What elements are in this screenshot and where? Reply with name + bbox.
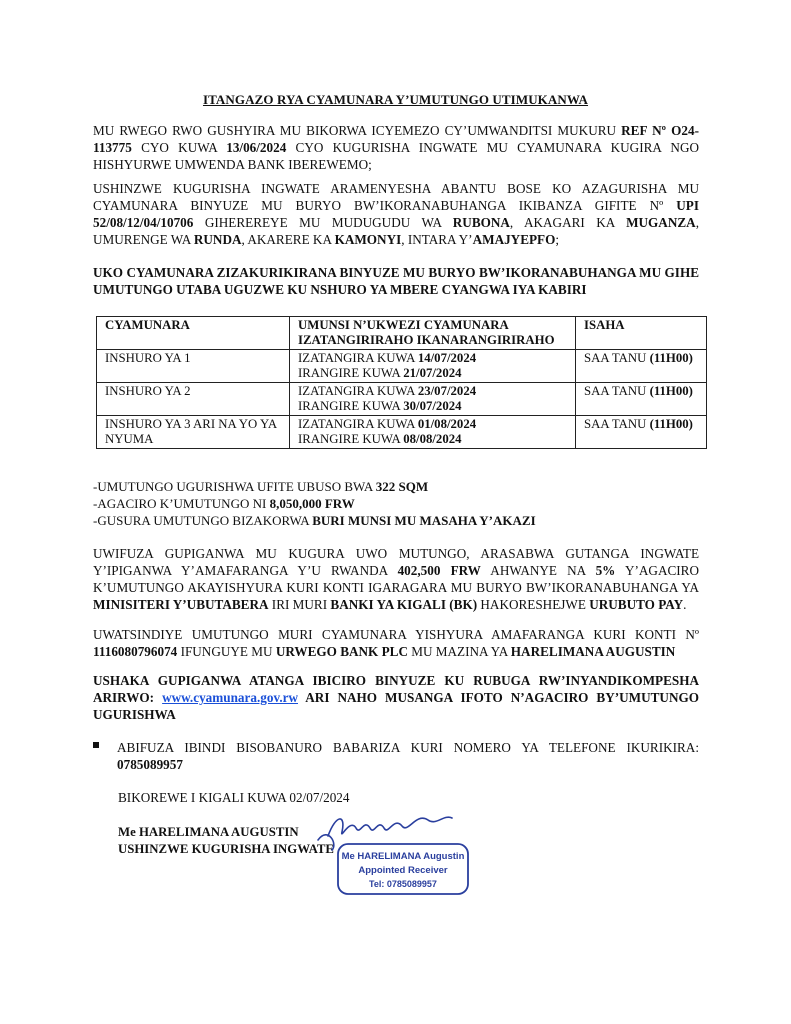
deposit-percent: 5% [595, 563, 616, 578]
p4-text-4: IRI MURI [268, 597, 331, 612]
contact-label: ABIFUZA IBINDI BISOBANURO BABARIZA KURI NOMERO YA TELEFONE IKURIKIRA: [117, 740, 699, 755]
p2-text-6: , INTARA Y’ [401, 232, 473, 247]
start-date: 23/07/2024 [417, 384, 477, 398]
p5-text-3: MU MAZINA YA [407, 644, 511, 659]
table-cell-round: INSHURO YA 1 [97, 350, 290, 383]
payment-platform: URUBUTO PAY [589, 597, 684, 612]
table-row [97, 350, 707, 383]
table-cell-dates [290, 383, 576, 416]
fact-size [93, 478, 699, 495]
table-cell-round: INSHURO YA 3 ARI NA YO YA NYUMA [97, 416, 290, 449]
p1-text-1: MU RWEGO RWO GUSHYIRA MU BIKORWA ICYEMEZO CY’UMWANDITSI MUKURU [93, 123, 622, 138]
paragraph-court-order [93, 122, 699, 173]
time-label: SAA TANU [584, 384, 650, 398]
table-header-time: ISAHA [576, 317, 707, 350]
ministry-name: MINISITERI Y’UBUTABERA [93, 597, 269, 612]
paragraph-winner-payment [93, 626, 699, 660]
account-holder: HARELIMANA AUGUSTIN [510, 644, 676, 659]
sector-name: RUNDA [193, 232, 242, 247]
p2-text-2: GIHEREREYE MU MUDUGUDU WA [193, 215, 453, 230]
paragraph-property-location [93, 180, 699, 248]
paragraph-bid-deposit [93, 545, 699, 613]
cell-name: MUGANZA [626, 215, 696, 230]
table-cell-dates [290, 350, 576, 383]
p4-text-6: . [683, 597, 687, 612]
p4-text-3: Y’AGACIRO K’UMUTUNGO AKAYISHYURA KURI KONTI IGARAGARA MU BURYO BW’IKORANABUHANGA YA [93, 563, 699, 595]
signatory-role: USHINZWE KUGURISHA INGWATE [118, 842, 334, 856]
contact-text [117, 739, 699, 773]
fact-value [93, 495, 699, 512]
table-header-auction: CYAMUNARA [97, 317, 290, 350]
fact-visit [93, 512, 699, 529]
p6-text-2: ARI NAHO MUSANGA IFOTO N’AGACIRO BY’UMUTUNGO UGURISHWA [93, 690, 699, 722]
table-cell-round: INSHURO YA 2 [97, 383, 290, 416]
time-label: SAA TANU [584, 417, 650, 431]
village-name: RUBONA [452, 215, 510, 230]
fact-size-value: 322 SQM [375, 479, 429, 494]
table-row [97, 416, 707, 449]
fact-visit-label: -GUSURA UMUTUNGO BIZAKORWA [93, 513, 313, 528]
time-label: SAA TANU [584, 351, 650, 365]
time-value: (11H00) [649, 417, 693, 431]
signature-stroke [318, 835, 334, 850]
time-value: (11H00) [649, 351, 693, 365]
reference-number: REF Nº O24-113775 [93, 123, 699, 155]
square-bullet-icon [93, 742, 99, 748]
end-date: 08/08/2024 [403, 432, 462, 446]
table-row [97, 383, 707, 416]
website-link[interactable]: www.cyamunara.gov.rw [162, 690, 298, 705]
p1-text-3: CYO KUGURISHA INGWATE MU CYAMUNARA KUGIRA NGO HISHYURWE UMWENDA BANK IBEREWEMO; [93, 140, 699, 172]
bank-name: BANKI YA KIGALI (BK) [330, 597, 478, 612]
fact-value-label: -AGACIRO K’UMUTUNGO NI [93, 496, 270, 511]
p1-text-2: CYO KUWA [131, 140, 227, 155]
end-label: IRANGIRE KUWA [298, 432, 404, 446]
receiver-stamp-icon [298, 806, 478, 906]
contact-bullet [93, 739, 699, 773]
p2-text-1: USHINZWE KUGURISHA INGWATE ARAMENYESHA ABANTU BOSE KO AZAGURISHA MU CYAMUNARA BINYUZE MU BURYO BW’IKORANABUHANGA IKIBANZA GIFITE Nº [93, 181, 699, 213]
p2-text-3: , AKAGARI KA [509, 215, 627, 230]
start-date: 01/08/2024 [417, 417, 477, 431]
table-cell-dates [290, 416, 576, 449]
fact-value-amount: 8,050,000 FRW [269, 496, 355, 511]
order-date: 13/06/2024 [226, 140, 287, 155]
p2-text-7: ; [555, 232, 560, 247]
table-header-row [97, 317, 707, 350]
p4-text-1: UWIFUZA GUPIGANWA MU KUGURA UWO MUTUNGO, ARASABWA GUTANGA INGWATE Y’IPIGANWA Y’AMAFARANGA Y’U RWANDA [93, 546, 699, 578]
stamp-line-2: Appointed Receiver [358, 865, 448, 876]
stamp-line-1: Me HARELIMANA Augustin [341, 851, 465, 862]
fact-size-label: -UMUTUNGO UGURISHWA UFITE UBUSO BWA [93, 479, 376, 494]
province-name: AMAJYEPFO [472, 232, 556, 247]
p5-text-1: UWATSINDIYE UMUTUNGO MURI CYAMUNARA YISHYURA AMAFARANGA KURI KONTI Nº [93, 627, 699, 642]
fact-visit-value: BURI MUNSI MU MASAHA Y’AKAZI [312, 513, 536, 528]
deposit-amount: 402,500 FRW [397, 563, 481, 578]
signatory-name: Me HARELIMANA AUGUSTIN [118, 825, 299, 839]
end-date: 21/07/2024 [403, 366, 462, 380]
end-label: IRANGIRE KUWA [298, 399, 404, 413]
document-title: ITANGAZO RYA CYAMUNARA Y’UMUTUNGO UTIMUKANWA [202, 92, 589, 107]
table-cell-time [576, 383, 707, 416]
place-and-date: BIKOREWE I KIGALI KUWA 02/07/2024 [118, 790, 350, 805]
p4-text-2: AHWANYE NA [480, 563, 596, 578]
receiving-bank: URWEGO BANK PLC [275, 644, 408, 659]
stamp-line-3: Tel: 0785089957 [369, 879, 437, 889]
paragraph-online-bidding [93, 672, 699, 723]
upi-number: UPI 52/08/12/04/10706 [93, 198, 699, 230]
time-value: (11H00) [649, 384, 693, 398]
p6-text-1: USHAKA GUPIGANWA ATANGA IBICIRO BINYUZE KU RUBUGA RW’INYANDIKOMPESHA ARIRWO: [93, 673, 699, 705]
p2-text-4: , UMURENGE WA [93, 215, 699, 247]
start-date: 14/07/2024 [417, 351, 477, 365]
end-date: 30/07/2024 [403, 399, 462, 413]
p5-text-2: IFUNGUYE MU [177, 644, 276, 659]
start-label: IZATANGIRA KUWA [298, 417, 418, 431]
start-label: IZATANGIRA KUWA [298, 351, 418, 365]
table-header-dates: UMUNSI N’UKWEZI CYAMUNARA IZATANGIRIRAHO IKANARANGIRIRAHO [290, 317, 576, 350]
end-label: IRANGIRE KUWA [298, 366, 404, 380]
district-name: KAMONYI [334, 232, 402, 247]
paragraph-auction-schedule-heading: UKO CYAMUNARA ZIZAKURIKIRANA BINYUZE MU BURYO BW’IKORANABUHANGA MU GIHE UMUTUNGO UTABA UGUZWE KU NSHURO YA MBERE CYANGWA IYA KABIRI [93, 265, 699, 297]
account-number: 1116080796074 [93, 644, 178, 659]
contact-phone: 0785089957 [117, 757, 183, 772]
p2-text-5: , AKARERE KA [241, 232, 335, 247]
signature-scribble [328, 817, 452, 836]
table-cell-time [576, 416, 707, 449]
auction-schedule-table [96, 316, 707, 449]
p4-text-5: HAKORESHEJWE [477, 597, 590, 612]
property-facts [93, 478, 699, 529]
table-cell-time [576, 350, 707, 383]
start-label: IZATANGIRA KUWA [298, 384, 418, 398]
